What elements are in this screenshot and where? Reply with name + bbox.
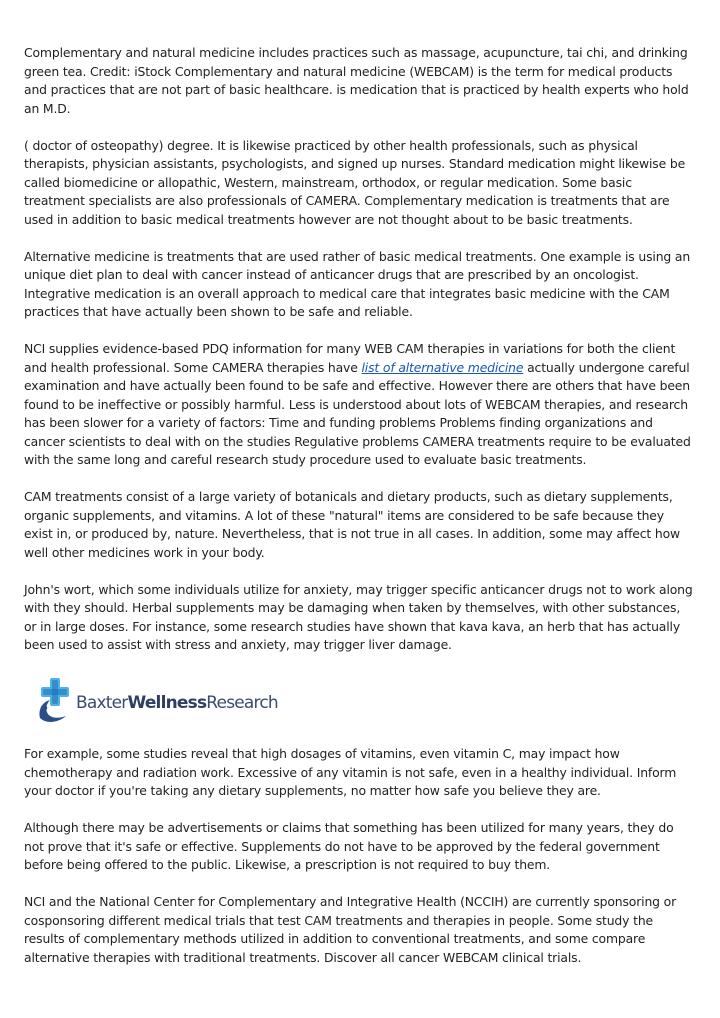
paragraph-2: ( doctor of osteopathy) degree. It is likewise practiced by other health professionals, such as physical therapists, physician assistants, psychologists, and signed up nurses. Standard medication might likewise be called biomedicine or allopathic, Western, mainstream, orthodox, or regular medication. Some basic treatment specialists are also professionals of CAMERA. Complementary medication is treatments that are used in addition to basic medical treatments however are not thought about to be basic treatments. — [24, 137, 686, 227]
paragraph-8: Although there may be advertisements or claims that something has been utilized for many years, they do not prove that it's safe or effective. Supplements do not have to be approved by the federal government before being offered to the public. Likewise, a prescription is not required to buy them. — [24, 820, 674, 872]
paragraph-3: Alternative medicine is treatments that are used rather of basic medical treatments. One example is using an unique diet plan to deal with cancer instead of anticancer drugs that are prescribed by an oncologist. Integrative medication is an overall approach to medical care that integrates basic medicine with the CAM practices that have actually been shown to be safe and reliable. — [24, 248, 691, 319]
logo-wordmark — [76, 693, 278, 713]
medical-cross-icon — [34, 674, 74, 726]
logo-word-wellness: Wellness — [127, 693, 207, 713]
paragraph-4 — [24, 340, 696, 470]
paragraph-5: CAM treatments consist of a large variety of botanicals and dietary products, such as dietary supplements, organic supplements, and vitamins. A lot of these "natural" items are considered to be safe because they exist in, or produced by, nature. Nevertheless, that is not true in all cases. In addition, some may affect how well other medicines work in your body. — [24, 489, 681, 560]
logo-word-research: Research — [206, 693, 278, 713]
logo-word-baxter: Baxter — [76, 693, 128, 713]
paragraph-4-start: NCI supplies evidence-based PDQ information for many WEB CAM therapies in variations for both the client and health professional. Some CAMERA therapies have — [24, 341, 676, 375]
paragraph-4-end: actually undergone careful examination and have actually been found to be safe and effective. However there are others that have been found to be ineffective or possibly harmful. Less is understood about lots of WEBCAM therapies, and research has been slower for a variety of factors: Time and funding problems Problems finding organizations and cancer scientists to deal with on the studies Regulative problems CAMERA treatments require to be evaluated with the same long and careful research study procedure used to evaluate basic treatments. — [24, 359, 691, 467]
baxter-wellness-research-logo — [34, 673, 696, 727]
paragraph-7: For example, some studies reveal that high dosages of vitamins, even vitamin C, may impact how chemotherapy and radiation work. Excessive of any vitamin is not safe, even in a healthy individual. Inform your doctor if you're taking any dietary supplements, no matter how safe you believe they are. — [24, 746, 677, 798]
paragraph-6: John's wort, which some individuals utilize for anxiety, may trigger specific anticancer drugs not to work along with they should. Herbal supplements may be damaging when taken by themselves, with other substances, or in large doses. For instance, some research studies have shown that kava kava, an herb that has actually been used to assist with stress and anxiety, may trigger liver damage. — [24, 581, 693, 652]
paragraph-1: Complementary and natural medicine includes practices such as massage, acupuncture, tai chi, and drinking green tea. Credit: iStock Complementary and natural medicine (WEBCAM) is the term for medical products and practices that are not part of basic healthcare. is medication that is practiced by health experts who hold an M.D. — [24, 45, 689, 116]
paragraph-9: NCI and the National Center for Complementary and Integrative Health (NCCIH) are currently sponsoring or cosponsoring different medical trials that test CAM treatments and therapies in people. Some study the results of complementary methods utilized in addition to conventional treatments, and some compare alternative therapies with traditional treatments. Discover all cancer WEBCAM clinical trials. — [24, 894, 677, 965]
alternative-medicine-link[interactable]: list of alternative medicine — [361, 359, 524, 375]
